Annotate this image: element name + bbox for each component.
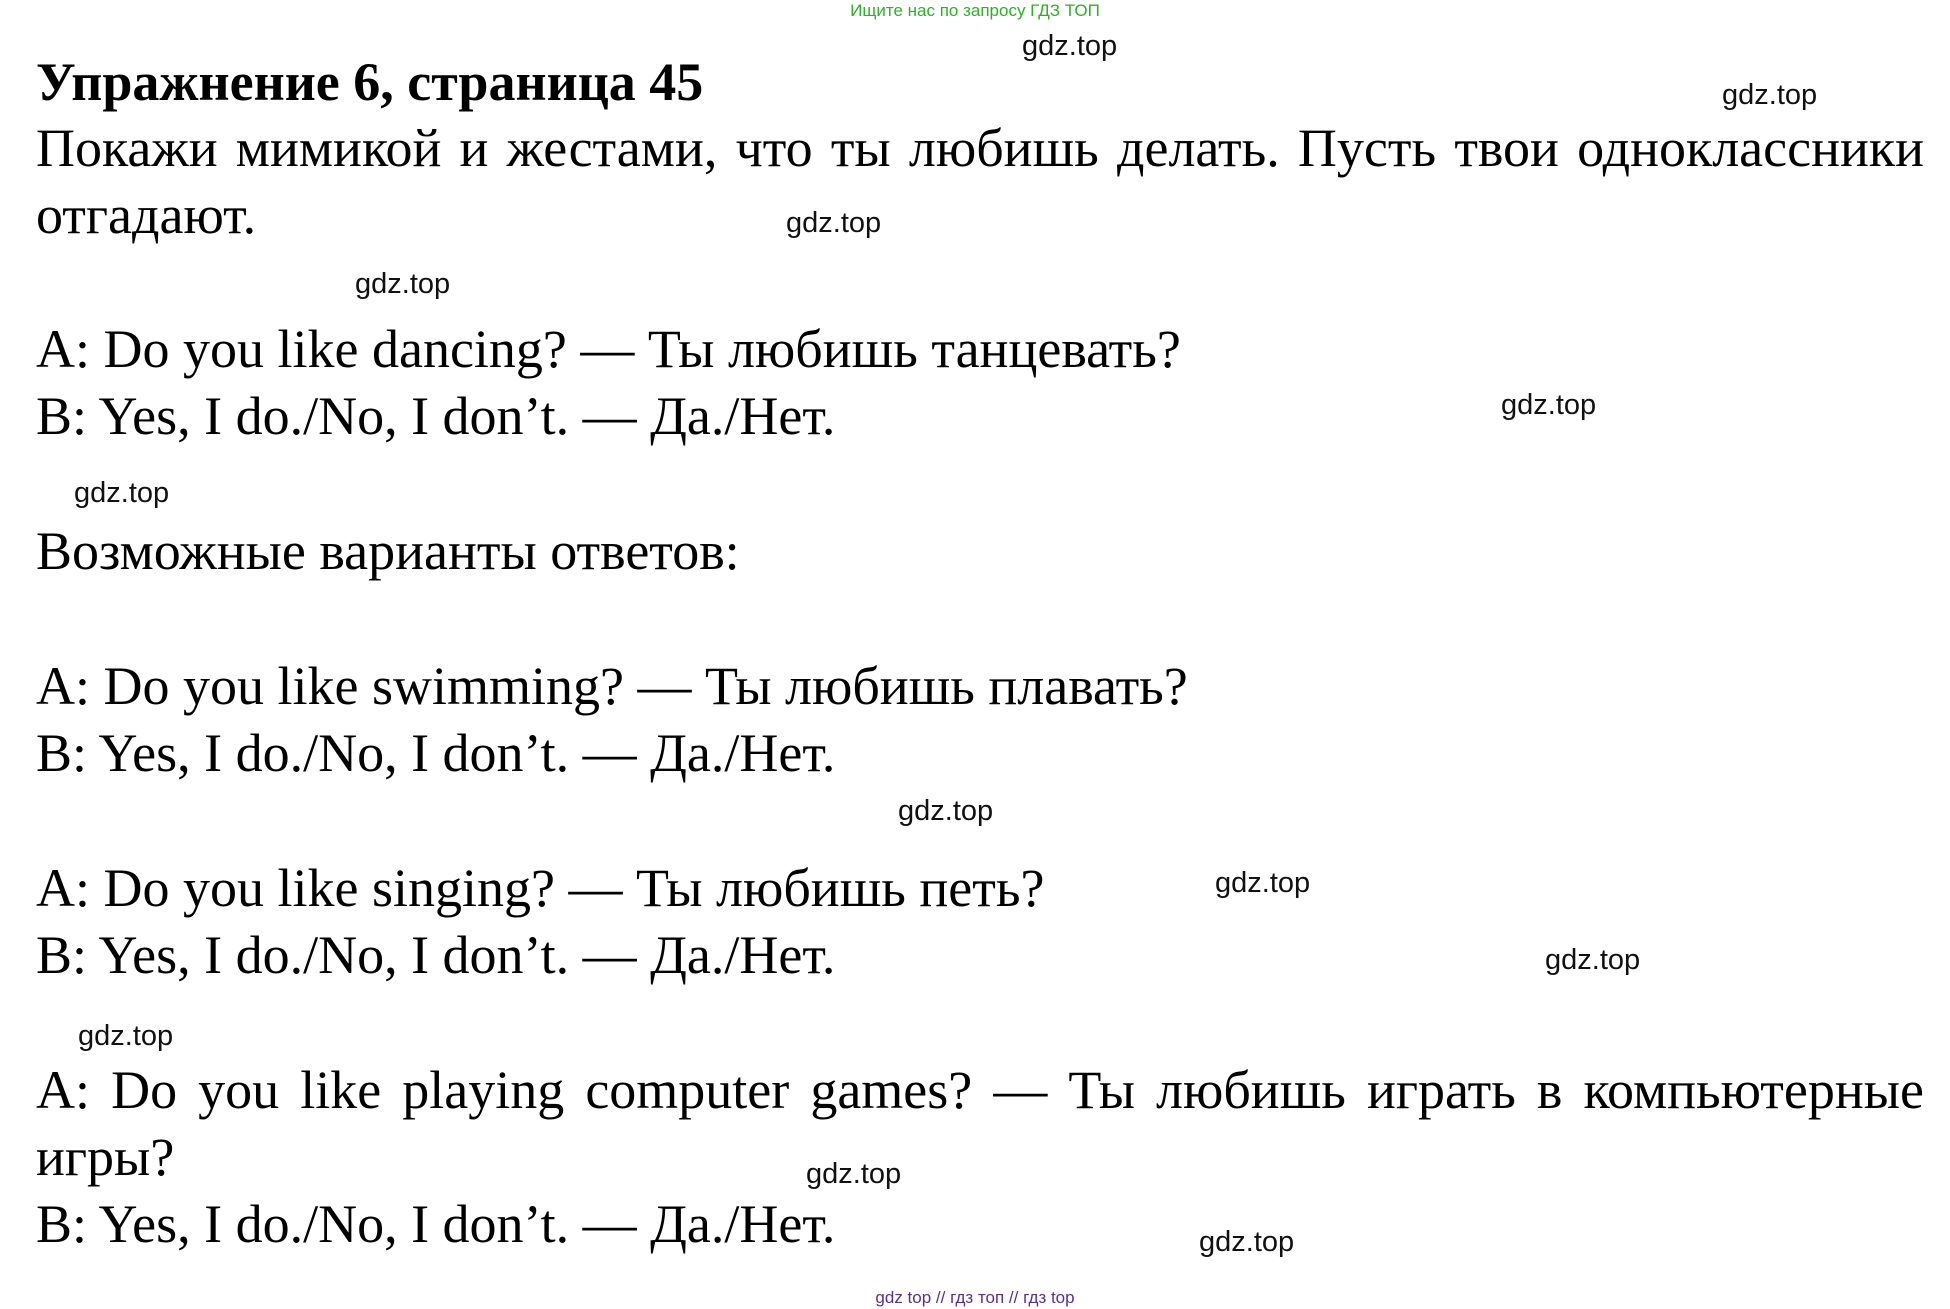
watermark: gdz.top: [786, 207, 882, 239]
watermark: gdz.top: [78, 1020, 174, 1052]
footer-text: gdz top // гдз топ // гдз top: [875, 1288, 1075, 1307]
watermark: gdz.top: [806, 1158, 902, 1190]
page-title: Упражнение 6, страница 45: [36, 52, 704, 112]
example-answer: B: Yes, I do./No, I don’t. — Да./Нет.: [36, 386, 836, 446]
answer-3-question: A: Do you like playing computer games? — Ты любишь играть в компьютерные игры?: [36, 1060, 1924, 1187]
watermark: gdz.top: [898, 795, 994, 827]
watermark: gdz.top: [1501, 389, 1597, 421]
answers-heading: Возможные варианты ответов:: [36, 521, 740, 581]
watermark: gdz.top: [1545, 944, 1641, 976]
answer-2-question: A: Do you like singing? — Ты любишь петь?: [36, 858, 1045, 918]
instruction-text: Покажи мимикой и жестами, что ты любишь делать. Пусть твои одноклассники отгадают.: [36, 118, 1924, 245]
watermark: gdz.top: [1199, 1226, 1295, 1258]
answer-3-reply: B: Yes, I do./No, I don’t. — Да./Нет.: [36, 1194, 836, 1254]
watermark: gdz.top: [1022, 30, 1118, 62]
watermark: gdz.top: [1722, 79, 1818, 111]
example-question: A: Do you like dancing? — Ты любишь танцевать?: [36, 319, 1181, 379]
answer-1-question: A: Do you like swimming? — Ты любишь плавать?: [36, 656, 1188, 716]
watermark: gdz.top: [74, 477, 170, 509]
top-banner: Ищите нас по запросу ГДЗ ТОП: [850, 1, 1100, 20]
answer-1-reply: B: Yes, I do./No, I don’t. — Да./Нет.: [36, 723, 836, 783]
watermark: gdz.top: [355, 268, 451, 300]
watermark: gdz.top: [1215, 867, 1311, 899]
answer-2-reply: B: Yes, I do./No, I don’t. — Да./Нет.: [36, 925, 836, 985]
